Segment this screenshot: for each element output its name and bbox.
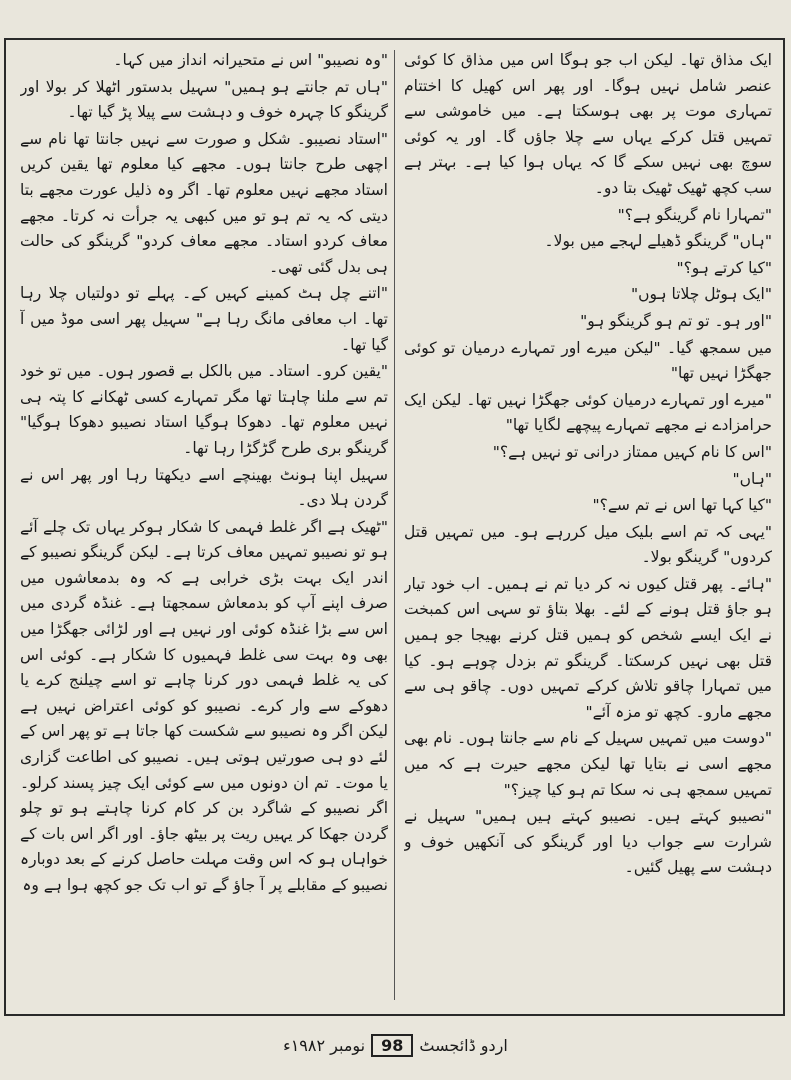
- page-footer: [0, 1030, 791, 1060]
- paragraph: "اس کا نام کہیں ممتاز درانی تو نہیں ہے؟": [492, 442, 772, 461]
- paragraph: "دوست میں تمہیں سہیل کے نام سے جانتا ہوں۔ نام بھی مجھے اسی نے بتایا تھا لیکن مجھے حیرت ہے کہ میں تمہیں سمجھ ہی نہ سکا تم ہو کیا چیز؟": [404, 729, 772, 799]
- paragraph: "کیا کہا تھا اس نے تم سے؟": [592, 496, 772, 515]
- paragraph: "ہاں": [732, 469, 772, 488]
- magazine-name: اردو ڈائجسٹ: [419, 1035, 508, 1055]
- paragraph: "ایک ہوٹل چلاتا ہوں": [630, 285, 772, 304]
- paragraph: "وہ نصیبو" اس نے متحیرانہ انداز میں کہا۔: [113, 51, 388, 69]
- paragraph: "ہاں" گرینگو ڈھیلے لہجے میں بولا۔: [544, 232, 772, 251]
- page-number: 98: [371, 1034, 413, 1057]
- paragraph: "استاد نصیبو۔ شکل و صورت سے نہیں جانتا تھا نام سے اچھی طرح جانتا ہوں۔ مجھے کیا معلوم تھا یقین کریں استاد مجھے نہیں معلوم تھا۔ اگر وہ ذلیل عورت مجھے بتا دیتی کہ یہ تم ہو تو میں کبھی یہ جرأت نہ کرتا۔ مجھے معاف کردو استاد۔ مجھے معاف کردو" گرینگو کی حالت ہی بدل گئی تھی۔: [20, 129, 388, 276]
- column-divider: [394, 50, 395, 1000]
- paragraph: "یقین کرو۔ استاد۔ میں بالکل بے قصور ہوں۔ میں تو خود تم سے ملنا چاہتا تھا مگر تمہارے کسی ٹھکانے کا پتہ ہی نہیں معلوم تھا۔ دھوکا ہوگیا استاد نصیبو دھوکا ہوگیا" گرینگو بری طرح گڑگڑا رہا تھا۔: [20, 362, 388, 457]
- paragraph: "ہائے۔ پھر قتل کیوں نہ کر دیا تم نے ہمیں۔ اب خود تیار ہو جاؤ قتل ہونے کے لئے۔ بھلا بتاؤ تو سہی اس کمبخت نے ایک ایسے شخص کو ہمیں قتل کرنے بھیجا جو ہمیں قتل بھی نہیں کرسکتا۔ گرینگو تم بزدل چوہے ہو۔ کیا میں تمہارا چاقو تلاش کرکے تمہیں دوں۔ چاقو ہی سے مجھے مارو۔ کچھ تو مزہ آئے": [404, 574, 772, 721]
- paragraph: سہیل اپنا ہونٹ بھینچے اسے دیکھتا رہا اور پھر اس نے گردن ہلا دی۔: [20, 465, 388, 510]
- paragraph: "کیا کرتے ہو؟": [676, 258, 772, 277]
- paragraph: میں سمجھ گیا۔ "لیکن میرے اور تمہارے درمیان تو کوئی جھگڑا نہیں تھا": [404, 338, 772, 383]
- paragraph: ایک مذاق تھا۔ لیکن اب جو ہوگا اس میں مذاق کا کوئی عنصر شامل نہیں ہوگا۔ اور پھر اس کھیل کا اختتام تمہاری موت پر بھی ہوسکتا ہے۔ میں خاموشی سے تمہیں قتل کرکے یہاں سے چلا جاؤں گا۔ اور یہ کوئی سوچ بھی نہیں سکے گا کہ یہاں ہوا کیا ہے۔ بہتر ہے سب کچھ ٹھیک ٹھیک بتا دو۔: [404, 51, 772, 197]
- paragraph: "اتنے چل ہٹ کمینے کہیں کے۔ پہلے تو دولتیاں چلا رہا تھا۔ اب معافی مانگ رہا ہے" سہیل پھر اسی موڈ میں آ گیا تھا۔: [20, 284, 388, 354]
- paragraph: "اور ہو۔ تو تم ہو گرینگو ہو": [580, 311, 772, 330]
- paragraph: "ہاں تم جانتے ہو ہمیں" سہیل بدستور اٹھلا کر بولا اور گرینگو کا چہرہ خوف و دہشت سے پیلا پڑ گیا تھا۔: [20, 77, 388, 122]
- paragraph: "تمہارا نام گرینگو ہے؟": [617, 205, 772, 224]
- paragraph: "ٹھیک ہے اگر غلط فہمی کا شکار ہوکر یہاں تک چلے آئے ہو تو نصیبو تمہیں معاف کرتا ہے۔ لیکن گرینگو نصیبو کے اندر ایک بہت بڑی خرابی ہے کہ وہ بدمعاشوں میں صرف اپنے آپ کو بدمعاش سمجھتا ہے۔ غنڈہ گردی میں اس سے بڑا غنڈہ کوئی اور نہیں ہے اور لڑائی جھگڑا میں بھی وہ بہت سی غلط فہمیوں کا شکار ہے۔ کوئی اس کی یہ غلط فہمی دور کرنا چاہے تو اسے چیلنج کرے یا دھوکے سے وار کرے۔ نصیبو کو کوئی اعتراض نہیں ہے لیکن اگر وہ نصیبو سے شکست کھا جاتا ہے تو پھر اس کے لئے دو ہی صورتیں ہوتی ہیں۔ نصیبو کی اطاعت گزاری یا موت۔ تم ان دونوں میں سے کوئی ایک چیز پسند کرلو۔ اگر نصیبو کے شاگرد بن کر کام کرنا چاہتے ہو تو چلو گردن جھکا کر یہیں ریت پر بیٹھ جاؤ۔ اور اگر اس بات کے خواہاں ہو کہ اس وقت مہلت حاصل کرنے کے بعد دوبارہ نصیبو کے مقابلے پر آ جاؤ گے تو اب تک جو کچھ ہوا ہے وہ: [20, 517, 388, 894]
- paragraph: "یہی کہ تم اسے بلیک میل کررہے ہو۔ میں تمہیں قتل کردوں" گرینگو بولا۔: [404, 522, 772, 567]
- issue-date: نومبر ۱۹۸۲ء: [283, 1035, 366, 1055]
- right-column: [404, 48, 772, 1008]
- paragraph: "نصیبو کہتے ہیں۔ نصیبو کہتے ہیں ہمیں" سہیل نے شرارت سے جواب دیا اور گرینگو کی آنکھیں خوف و دہشت سے پھیل گئیں۔: [404, 807, 772, 877]
- paragraph: "میرے اور تمہارے درمیان کوئی جھگڑا نہیں تھا۔ لیکن ایک حرامزادے نے مجھے تمہارے پیچھے لگایا تھا": [404, 390, 772, 435]
- left-column: [20, 48, 388, 1008]
